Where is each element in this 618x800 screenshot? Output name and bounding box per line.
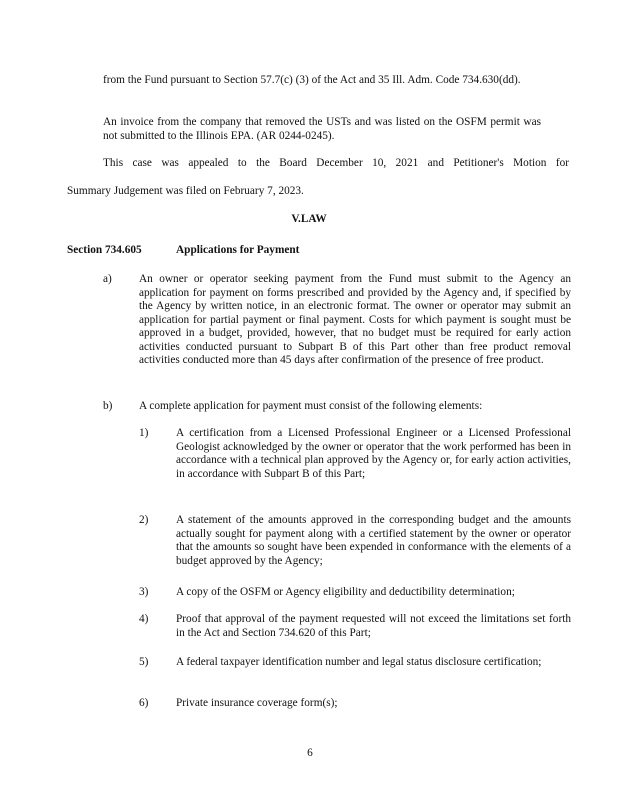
item-b-text: A complete application for payment must consist of the following elements: <box>139 400 483 412</box>
page-number: 6 <box>307 747 313 759</box>
subitem-6-text: Private insurance coverage form(s); <box>176 697 338 709</box>
subitem-1-marker: 1) <box>139 427 149 439</box>
subitem-4-text: Proof that approval of the payment requested will not exceed the limitations set forth in the Act and Section 734.620 of this Part; <box>176 613 571 639</box>
item-a-marker: a) <box>103 273 112 285</box>
section-title: Applications for Payment <box>176 244 300 256</box>
subitem-2-text: A statement of the amounts approved in the corresponding budget and the amounts actually sought for payment along with a certified statement by the owner or operator that the amounts so sought have been expended in conformance with the elements of a budget approved by the Agency; <box>176 514 571 567</box>
subitem-3-text: A copy of the OSFM or Agency eligibility and deductibility determination; <box>176 586 515 598</box>
item-b-marker: b) <box>103 400 113 412</box>
item-a-text: An owner or operator seeking payment from the Fund must submit to the Agency an application for payment on forms prescribed and provided by the Agency and, if specified by the Agency by written notice, in an electronic format. The owner or operator may submit an application for partial payment or final payment. Costs for which payment is sought must be approved in a budget, provided, however, that no budget must be required for early action activities conducted pursuant to Subpart B of this Part other than free product removal activities conducted more than 45 days after confirmation of the presence of free product. <box>139 273 571 366</box>
subitem-4-marker: 4) <box>139 613 149 625</box>
subitem-2-marker: 2) <box>139 514 149 526</box>
subitem-5-marker: 5) <box>139 656 149 668</box>
section-number: Section 734.605 <box>67 244 142 256</box>
intro-paragraph-3-line-2: Summary Judgement was filed on February 7, 2023. <box>67 185 304 197</box>
section-heading: V.LAW <box>291 213 327 225</box>
subitem-5-text: A federal taxpayer identification number and legal status disclosure certification; <box>176 656 542 668</box>
intro-paragraph-1: from the Fund pursuant to Section 57.7(c) (3) of the Act and 35 Ill. Adm. Code 734.630(dd). <box>103 74 521 86</box>
subitem-6-marker: 6) <box>139 697 149 709</box>
subitem-3-marker: 3) <box>139 586 149 598</box>
intro-paragraph-3-line-1: This case was appealed to the Board December 10, 2021 and Petitioner's Motion for <box>103 157 569 169</box>
subitem-1-text: A certification from a Licensed Professional Engineer or a Licensed Professional Geologist acknowledged by the owner or operator that the work performed has been in accordance with a technical plan approved by the Agency or, for early action activities, in accordance with Subpart B of this Part; <box>176 427 571 480</box>
intro-paragraph-2: An invoice from the company that removed the USTs and was listed on the OSFM permit was not submitted to the Illinois EPA. (AR 0244-0245). <box>103 116 541 142</box>
